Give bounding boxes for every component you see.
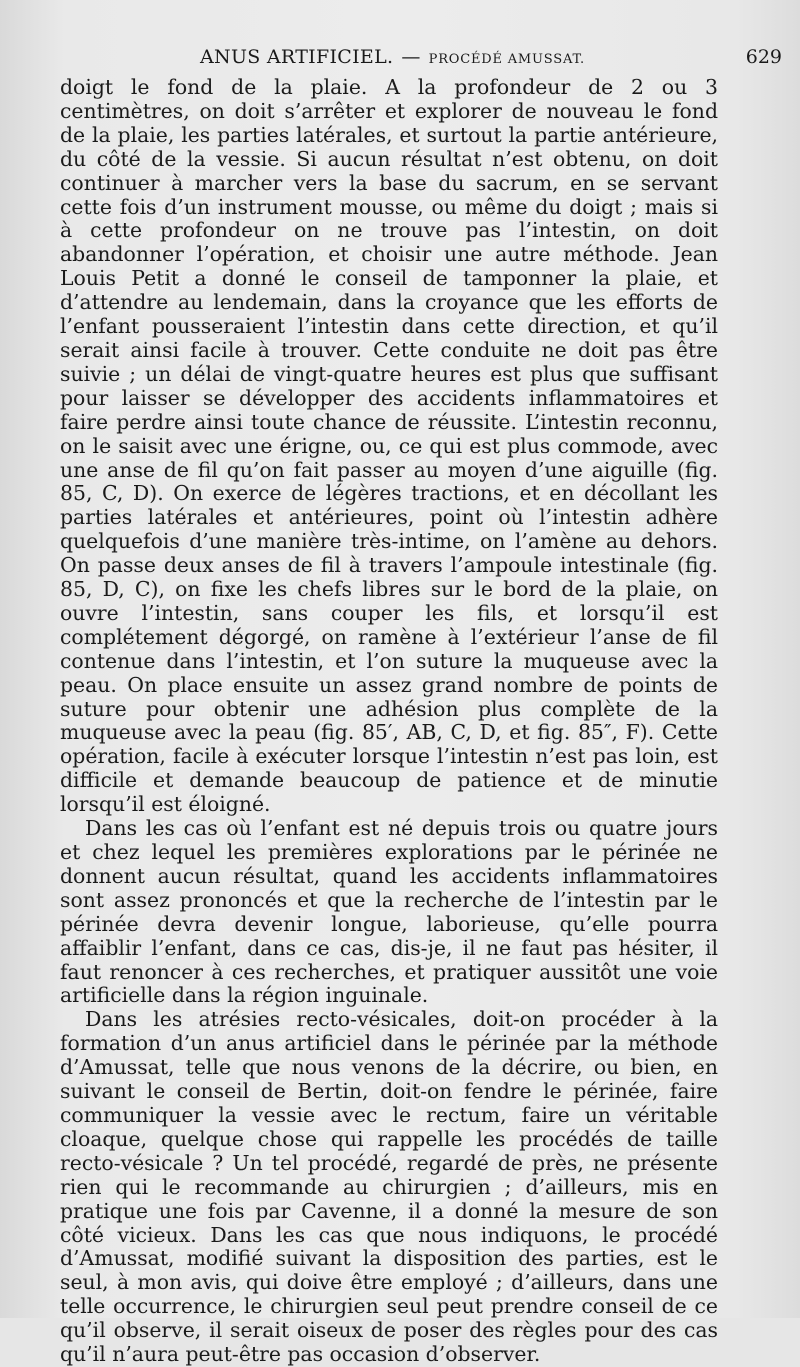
running-head-separator: — (401, 46, 421, 68)
page-number: 629 (745, 46, 782, 68)
running-head (200, 46, 585, 68)
running-head-subtitle: PROCÉDÉ AMUSSAT. (428, 52, 585, 67)
body-text (60, 76, 718, 1367)
paragraph: Dans les cas où l’enfant est né depuis trois ou quatre jours et chez lequel les premières explorations par le périnée ne donnent aucun résultat, quand les accidents inflammatoires sont assez prononcés et que la recherche de l’intestin par le périnée devra devenir longue, laborieuse, qu’elle pourra affaiblir l’enfant, dans ce cas, dis-je, il ne faut pas hésiter, il faut renoncer à ces recherches, et pratiquer aussitôt une voie artificielle dans la région inguinale. (60, 816, 718, 1008)
paragraph: Dans les atrésies recto-vésicales, doit-on procéder à la formation d’un anus artificiel dans le périnée par la méthode d’Amussat, telle que nous venons de la décrire, ou bien, en suivant le conseil de Bertin, doit-on fendre le périnée, faire communiquer la vessie avec le rectum, faire un véritable cloaque, quelque chose qui rappelle les procédés de taille recto-vésicale ? Un tel procédé, regardé de près, ne présente rien qui le recommande au chirurgien ; d’ailleurs, mis en pratique une fois par Cavenne, il a donné la mesure de son côté vicieux. Dans les cas que nous indiquons, le procédé d’Amussat, modifié suivant la disposition des parties, est le seul, à mon avis, qui doive être employé ; d’ailleurs, dans une telle occurrence, le chirurgien seul peut prendre conseil de ce qu’il observe, il serait oiseux de poser des règles pour des cas qu’il n’aura peut-être pas occasion d’observer. (60, 1007, 718, 1367)
page-header (60, 46, 782, 74)
running-head-title: ANUS ARTIFICIEL. (200, 46, 394, 68)
paragraph: doigt le fond de la plaie. A la profondeur de 2 ou 3 centimètres, on doit s’arrêter et explorer de nouveau le fond de la plaie, les parties latérales, et surtout la partie antérieure, du côté de la vessie. Si aucun résultat n’est obtenu, on doit continuer à marcher vers la base du sacrum, en se servant cette fois d’un instrument mousse, ou même du doigt ; mais si à cette profondeur on ne trouve pas l’intestin, on doit abandonner l’opération, et choisir une autre méthode. Jean Louis Petit a donné le conseil de tamponner la plaie, et d’attendre au lendemain, dans la croyance que les efforts de l’enfant pousseraient l’intestin dans cette direction, et qu’il serait ainsi facile à trouver. Cette conduite ne doit pas être suivie ; un délai de vingt-quatre heures est plus que suffisant pour laisser se développer des accidents inflammatoires et faire perdre ainsi toute chance de réussite. L’intestin reconnu, on le saisit avec une érigne, ou, ce qui est plus commode, avec une anse de fil qu’on fait passer au moyen d’une aiguille (fig. 85, C, D). On exerce de légères tractions, et en décollant les parties latérales et antérieures, point où l’intestin adhère quelquefois d’une manière très-intime, on l’amène au dehors. On passe deux anses de fil à travers l’ampoule intestinale (fig. 85, D, C), on fixe les chefs libres sur le bord de la plaie, on ouvre l’intestin, sans couper les fils, et lorsqu’il est complétement dégorgé, on ramène à l’extérieur l’anse de fil contenue dans l’intestin, et l’on suture la muqueuse avec la peau. On place ensuite un assez grand nombre de points de suture pour obtenir une adhésion plus complète de la muqueuse avec la peau (fig. 85′, AB, C, D, et fig. 85″, F). Cette opération, facile à exécuter lorsque l’intestin n’est pas loin, est difficile et demande beaucoup de patience et de minutie lorsqu’il est éloigné. (60, 75, 718, 817)
